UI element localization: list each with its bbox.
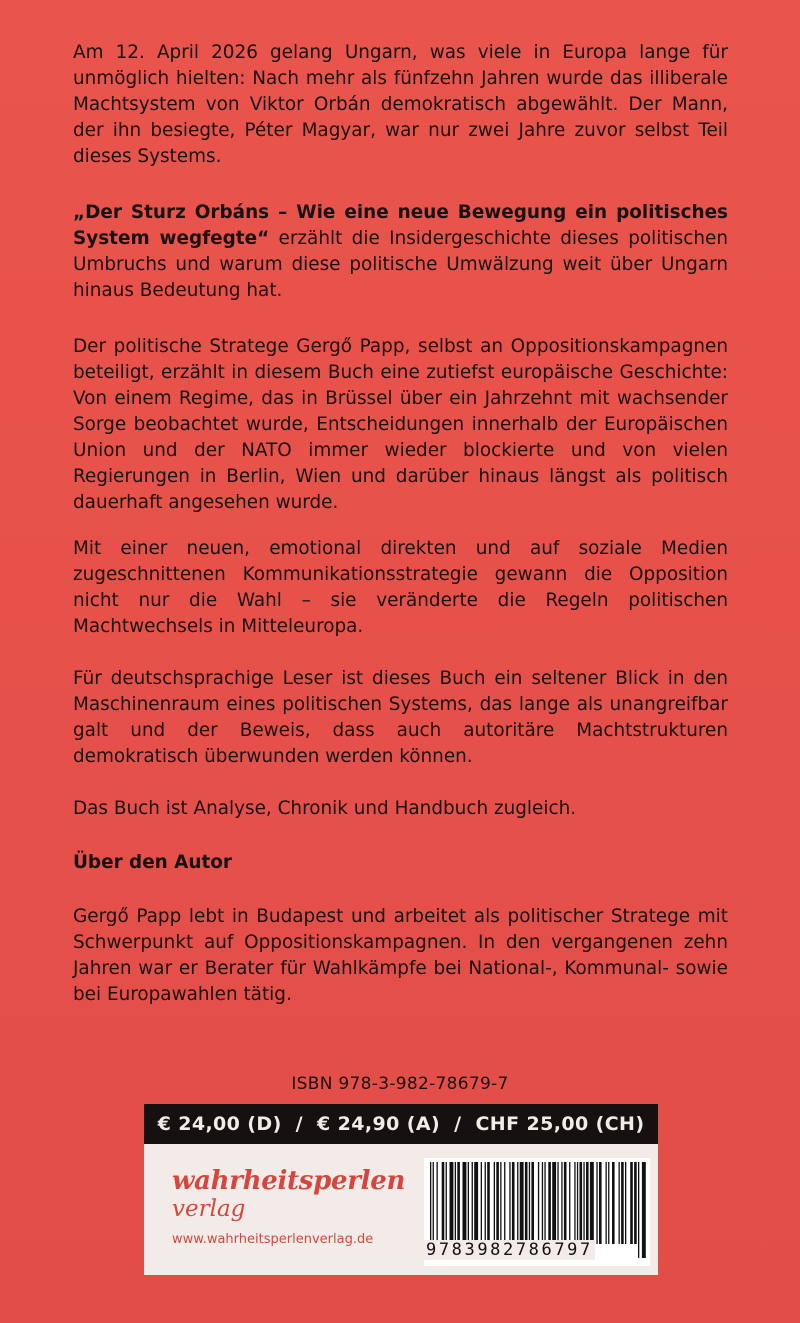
isbn-label: ISBN 978-3-982-78679-7: [291, 1074, 509, 1094]
author-context-paragraph: Der politische Stratege Gergő Papp, selbst an Oppositionskampagnen beteiligt, erzählt in diesem Buch eine zutiefst europäische Geschichte: Von einem Regime, das in Brüssel über ein Jahrzehnt mit wachsender Sorge beobachtet wurde, Entscheidungen innerhalb der Europäischen Union und der NATO immer wieder blockierte und von vielen Regierungen in Berlin, Wien und darüber hinaus längst als politisch dauerhaft angesehen wurde.: [73, 336, 728, 513]
title-paragraph-rest: erzählt die Insidergeschichte dieses politischen Umbruchs und warum diese politische Umwälzung weit über Ungarn hinaus Bedeutung hat.: [73, 228, 728, 301]
reader-paragraph: Für deutschsprachige Leser ist dieses Buch ein seltener Blick in den Maschinenraum eines politischen Systems, das lange als unangreifbar galt und der Beweis, dass auch autoritäre Machtstrukturen demokratisch überwunden werden können.: [73, 668, 728, 767]
publisher-logo-name: wahrheitsperlen: [172, 1166, 406, 1196]
book-title: „Der Sturz Orbáns – Wie eine neue Bewegung ein politisches System wegfegte“: [73, 202, 728, 249]
price-text: € 24,00 (D) / € 24,90 (A) / CHF 25,00 (CH): [157, 1113, 645, 1135]
title-paragraph: [73, 200, 728, 304]
publisher-logo-sub: verlag: [172, 1196, 246, 1222]
author-heading: Über den Autor: [73, 852, 232, 873]
intro-paragraph: Am 12. April 2026 gelang Ungarn, was viele in Europa lange für unmöglich hielten: Nach mehr als fünfzehn Jahren wurde das illiberale Machtsystem von Viktor Orbán demokratisch abgewählt. Der Mann, der ihn besiegte, Péter Magyar, war nur zwei Jahre zuvor selbst Teil dieses Systems.: [73, 42, 728, 167]
publisher-url: www.wahrheitsperlenverlag.de: [172, 1232, 374, 1247]
strategy-paragraph: Mit einer neuen, emotional direkten und auf soziale Medien zugeschnittenen Kommunikationsstrategie gewann die Opposition nicht nur die Wahl – sie veränderte die Regeln politischen Machtwechsels in Mitteleuropa.: [73, 538, 728, 637]
publisher-panel: [144, 1144, 658, 1275]
author-bio: Gergő Papp lebt in Budapest und arbeitet als politischer Stratege mit Schwerpunkt auf Oppositionskampagnen. In den vergangenen zehn Jahren war er Berater für Wahlkämpfe bei National-, Kommunal- sowie bei Europawahlen tätig.: [73, 906, 728, 1005]
summary-line: Das Buch ist Analyse, Chronik und Handbuch zugleich.: [73, 798, 577, 819]
barcode-digits: 9783982786797: [426, 1240, 593, 1260]
price-bar: [144, 1104, 658, 1144]
